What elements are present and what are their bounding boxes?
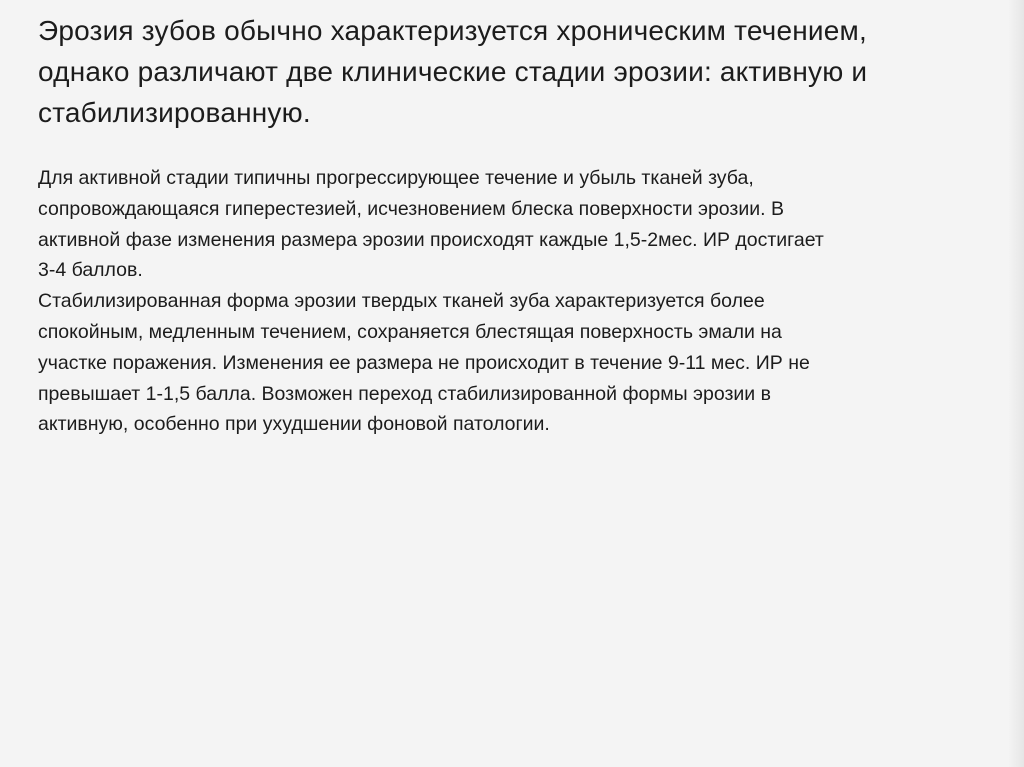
body-line: 3-4 баллов. <box>38 259 143 282</box>
slide-heading <box>38 10 988 133</box>
heading-line: стабилизированную. <box>38 97 311 128</box>
slide-edge-shadow <box>1008 0 1024 767</box>
body-line: участке поражения. Изменения ее размера не происходит в течение 9-11 мес. ИР не <box>38 351 810 374</box>
body-line: превышает 1-1,5 балла. Возможен переход стабилизированной формы эрозии в <box>38 382 771 405</box>
body-line: спокойным, медленным течением, сохраняется блестящая поверхность эмали на <box>38 320 782 343</box>
body-line: активной фазе изменения размера эрозии происходят каждые 1,5-2мес. ИР достигает <box>38 228 824 251</box>
body-line: Для активной стадии типичны прогрессирующее течение и убыль тканей зуба, <box>38 167 754 189</box>
heading-line: однако различают две клинические стадии эрозии: активную и <box>38 56 868 87</box>
heading-line: Эрозия зубов обычно характеризуется хроническим течением, <box>38 15 867 46</box>
body-line: активную, особенно при ухудшении фоновой патологии. <box>38 413 550 436</box>
body-line: Стабилизированная форма эрозии твердых тканей зуба характеризуется более <box>38 290 765 313</box>
slide-body-text <box>38 163 988 440</box>
body-line: сопровождающаяся гиперестезией, исчезновением блеска поверхности эрозии. В <box>38 197 784 220</box>
